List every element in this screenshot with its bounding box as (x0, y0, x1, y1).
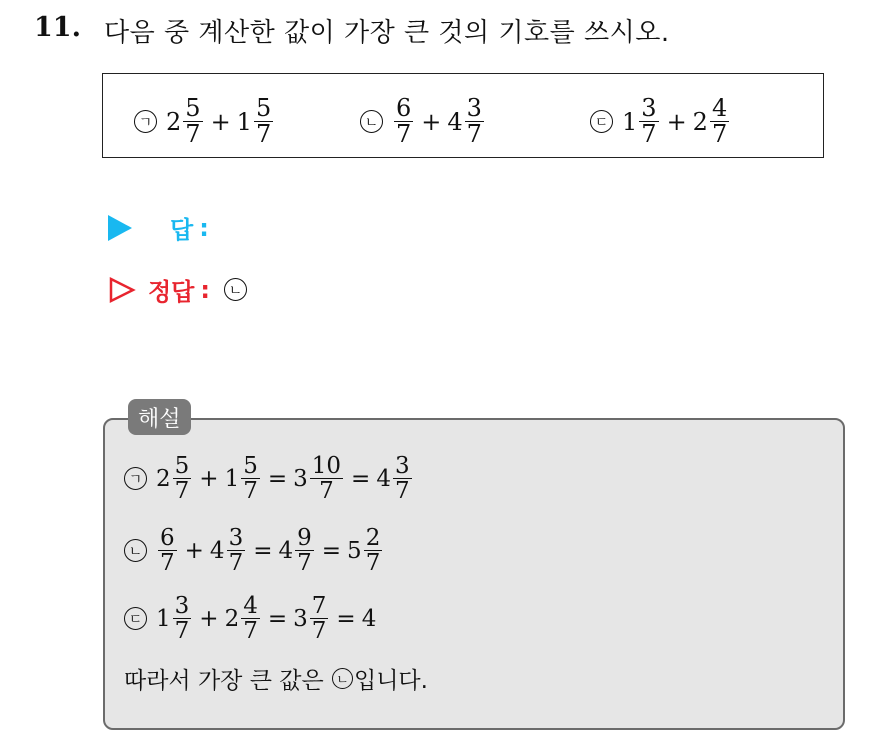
choice-a (134, 96, 275, 147)
question-number: 11. (34, 12, 81, 43)
numerator: 5 (255, 94, 272, 122)
answer-label: 답 (170, 216, 194, 244)
fraction (227, 526, 246, 575)
choice-a-marker: ㄱ (134, 110, 157, 133)
numerator: 3 (394, 453, 410, 479)
answer-row (108, 210, 209, 245)
denominator: 7 (185, 120, 201, 149)
whole-number: 4 (376, 465, 391, 492)
denominator: 7 (365, 550, 381, 577)
numerator: 5 (174, 453, 190, 479)
denominator: 7 (255, 120, 272, 149)
numerator: 5 (243, 453, 258, 479)
denominator: 7 (243, 478, 258, 505)
denominator: 7 (394, 478, 410, 505)
fraction (241, 454, 260, 503)
whole-number: 4 (447, 107, 463, 136)
whole-number: 5 (347, 537, 362, 564)
denominator: 7 (396, 120, 412, 149)
choice-a-expression (166, 96, 275, 147)
denominator: 7 (641, 120, 657, 149)
numerator: 6 (160, 525, 175, 551)
fraction (183, 96, 202, 147)
line-a-expression (156, 454, 414, 503)
whole-number: 1 (622, 107, 638, 136)
whole-number: 4 (209, 537, 225, 564)
fraction (394, 96, 413, 147)
numerator: 3 (228, 525, 244, 551)
solution-value-marker: ㄴ (224, 278, 247, 301)
operator: + (184, 537, 204, 564)
line-c-expression (156, 594, 376, 643)
whole-number: 2 (156, 465, 171, 492)
equals-sign: = (267, 465, 288, 492)
equals-sign: = (336, 605, 356, 632)
solution-colon: : (200, 275, 210, 304)
choice-b-expression (392, 96, 486, 147)
line-c-marker: ㄷ (124, 607, 147, 630)
numerator: 10 (311, 453, 342, 479)
denominator: 7 (711, 120, 728, 149)
fraction (254, 96, 273, 147)
fraction (173, 594, 192, 643)
filled-triangle-icon (108, 215, 132, 241)
fraction (393, 454, 412, 503)
numerator: 5 (185, 94, 201, 122)
numerator: 7 (311, 593, 327, 619)
whole-number: 3 (293, 605, 308, 632)
choice-c-expression (622, 96, 731, 147)
fraction (364, 526, 383, 575)
choice-b (360, 96, 486, 147)
operator: + (210, 107, 231, 136)
question-text: 다음 중 계산한 값이 가장 큰 것의 기호를 쓰시오. (104, 18, 670, 48)
conclusion-text-before: 따라서 가장 큰 값은 (124, 668, 331, 694)
whole-number: 4 (278, 537, 294, 564)
whole-number: 4 (361, 605, 377, 632)
fraction (710, 96, 729, 147)
solution-row (108, 272, 256, 307)
numerator: 3 (641, 94, 657, 122)
operator: + (199, 465, 219, 492)
numerator: 3 (174, 593, 190, 619)
denominator: 7 (466, 120, 482, 149)
denominator: 7 (311, 618, 327, 645)
fraction (295, 526, 314, 575)
line-b-marker: ㄴ (124, 539, 147, 562)
denominator: 7 (174, 478, 190, 505)
explanation-tag: 해설 (128, 399, 191, 435)
denominator: 7 (160, 550, 175, 577)
numerator: 4 (243, 593, 258, 619)
numerator: 3 (466, 94, 482, 122)
whole-number: 2 (692, 107, 708, 136)
whole-number: 1 (236, 107, 252, 136)
operator: + (199, 605, 219, 632)
denominator: 7 (174, 618, 190, 645)
explanation-line-c (124, 594, 376, 643)
fraction (173, 454, 192, 503)
conclusion-text-after: 입니다. (354, 668, 428, 694)
choice-b-marker: ㄴ (360, 110, 383, 133)
line-a-marker: ㄱ (124, 467, 147, 490)
fraction (158, 526, 177, 575)
choice-c-marker: ㄷ (590, 110, 613, 133)
numerator: 9 (297, 525, 312, 551)
conclusion-marker: ㄴ (332, 668, 353, 689)
denominator: 7 (319, 478, 334, 505)
equals-sign: = (267, 605, 288, 632)
explanation-conclusion (124, 662, 428, 695)
whole-number: 1 (156, 605, 171, 632)
line-b-expression (156, 526, 384, 575)
equals-sign: = (351, 465, 371, 492)
whole-number: 2 (224, 605, 240, 632)
fraction (310, 454, 343, 503)
outline-triangle-icon (108, 276, 136, 304)
fraction (639, 96, 658, 147)
operator: + (666, 107, 687, 136)
numerator: 6 (396, 94, 412, 122)
numerator: 4 (711, 94, 728, 122)
whole-number: 1 (224, 465, 240, 492)
whole-number: 2 (166, 107, 182, 136)
operator: + (421, 107, 442, 136)
fraction (310, 594, 329, 643)
fraction (241, 594, 260, 643)
equals-sign: = (253, 537, 273, 564)
answer-colon: : (199, 213, 209, 242)
solution-label: 정답 (148, 278, 195, 306)
choice-c (590, 96, 731, 147)
numerator: 2 (365, 525, 381, 551)
denominator: 7 (297, 550, 312, 577)
whole-number: 3 (293, 465, 308, 492)
explanation-line-a (124, 454, 414, 503)
fraction (465, 96, 484, 147)
explanation-line-b (124, 526, 384, 575)
denominator: 7 (243, 618, 258, 645)
denominator: 7 (228, 550, 244, 577)
equals-sign: = (321, 537, 342, 564)
